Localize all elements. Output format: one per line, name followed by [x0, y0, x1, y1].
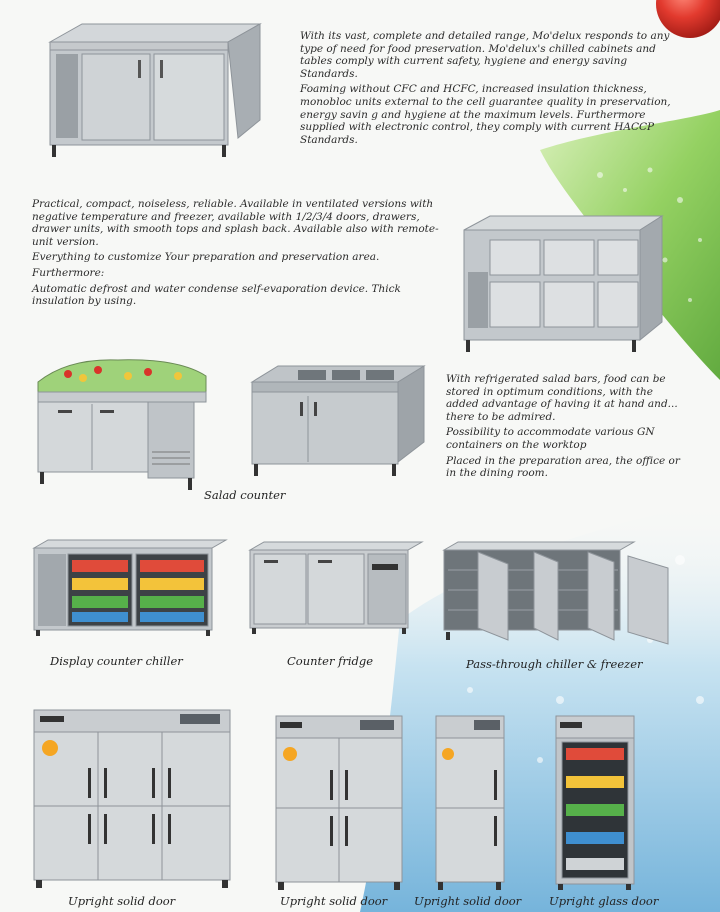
features-paragraph-4: Automatic defrost and water condense self-evaporation device. Thick insulation by using. [32, 282, 401, 308]
features-text [32, 198, 444, 311]
drawer-unit-image [460, 212, 665, 362]
caption-upright-glass-door: Upright glass door [549, 894, 659, 908]
salad-paragraph-2: Possibility to accommodate various GN containers on the worktop [446, 426, 655, 451]
pass-through-chiller-image [438, 540, 670, 650]
caption-counter-fridge: Counter fridge [287, 654, 374, 668]
intro-paragraph-1: With its vast, complete and detailed range, Mo'delux responds to any type of need for food preservation. Mo'delux's chilled cabinets and tables comply with current safety, hygiene and energy saving Standards. [300, 30, 670, 80]
upright-four-door-image [272, 712, 406, 892]
intro-paragraph-2: Foaming without CFC and HCFC, increased insulation thickness, monobloc units external to the cell guarantee quality in preservation, energy savin g and hygiene at the maximum levels. Furthermore supplied with electronic control, they comply with current HACCP Standards. [300, 83, 671, 146]
counter-two-door-image [42, 20, 262, 160]
features-paragraph-3: Furthermore: [32, 266, 105, 279]
upright-glass-door-image [554, 712, 638, 892]
caption-upright-solid-door-1: Upright solid door [68, 894, 176, 908]
caption-salad-counter: Salad counter [204, 488, 286, 502]
intro-text [300, 30, 688, 149]
display-counter-chiller-image [30, 538, 230, 638]
salad-counter-image [248, 362, 428, 488]
upright-six-door-image [30, 706, 238, 890]
salad-text [446, 373, 686, 483]
salad-prep-counter-image [28, 352, 208, 494]
salad-paragraph-1: With refrigerated salad bars, food can be stored in optimum conditions, with the added advantage of having it at hand and... there to be admired. [446, 373, 678, 423]
caption-upright-solid-door-3: Upright solid door [414, 894, 522, 908]
caption-upright-solid-door-2: Upright solid door [280, 894, 388, 908]
upright-two-door-image [434, 712, 508, 892]
caption-pass-through: Pass-through chiller & freezer [466, 657, 643, 671]
counter-fridge-image [246, 540, 426, 636]
features-paragraph-1: Practical, compact, noiseless, reliable. Available in ventilated versions with negative temperature and freezer, available with 1/2/3/4 doors, drawers, drawer units, with smooth tops and splash back. Available also with remote-unit version. [32, 198, 439, 248]
caption-display-counter-chiller: Display counter chiller [50, 654, 183, 668]
salad-paragraph-3: Placed in the preparation area, the office or in the dining room. [446, 454, 680, 480]
features-paragraph-2: Everything to customize Your preparation and preservation area. [32, 251, 380, 264]
